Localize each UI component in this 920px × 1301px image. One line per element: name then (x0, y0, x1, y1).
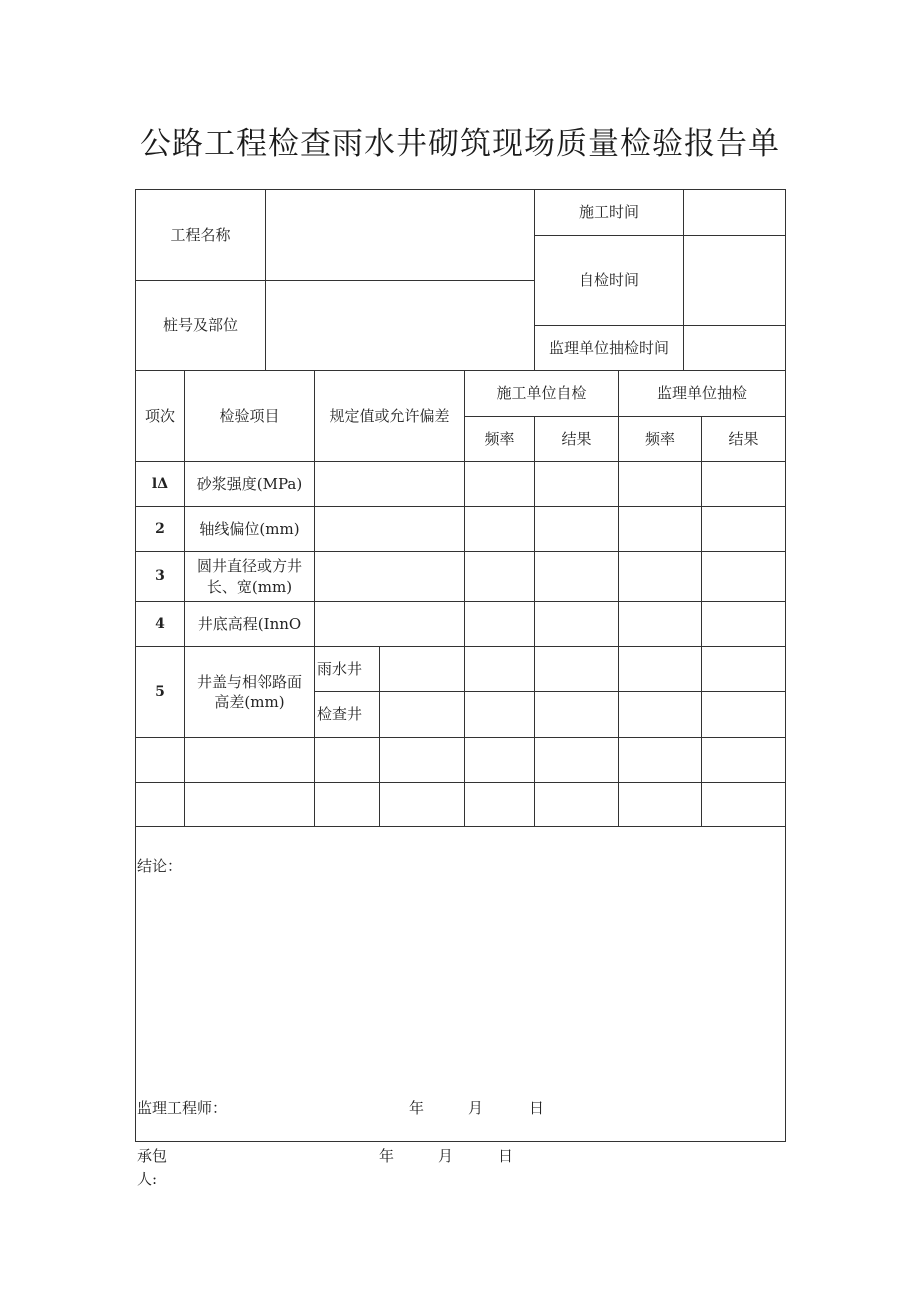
row-7-spec-a[interactable] (314, 782, 380, 827)
supervisor-result-header: 结果 (701, 416, 786, 462)
row-2-index: 2 (135, 506, 185, 552)
row-7-contractor-frequency[interactable] (464, 782, 535, 827)
row-1-supervisor-frequency[interactable] (618, 461, 702, 507)
row-6-item[interactable] (184, 737, 315, 783)
row-5a-contractor-result[interactable] (534, 646, 619, 692)
row-7-spec-b[interactable] (379, 782, 465, 827)
contractor-frequency-header: 频率 (464, 416, 535, 462)
row-5-item-line2: 高差(mm) (214, 693, 285, 711)
row-4-spec[interactable] (314, 601, 465, 647)
row-5-sub-rainwater-label: 雨水井 (314, 646, 380, 692)
contractor-year: 年 (379, 1147, 395, 1165)
row-2-spec[interactable] (314, 506, 465, 552)
row-3-supervisor-frequency[interactable] (618, 551, 702, 602)
row-3-contractor-frequency[interactable] (464, 551, 535, 602)
row-1-contractor-frequency[interactable] (464, 461, 535, 507)
row-1-item: 砂浆强度(MPa) (184, 461, 315, 507)
row-7-item[interactable] (184, 782, 315, 827)
row-5-item-line1: 井盖与相邻路面 (196, 672, 302, 691)
row-2-supervisor-result[interactable] (701, 506, 786, 552)
row-1-supervisor-result[interactable] (701, 461, 786, 507)
project-name-value[interactable] (265, 189, 535, 281)
row-5-sub-rainwater-spec[interactable] (379, 646, 465, 692)
station-value[interactable] (265, 280, 535, 371)
contractor-label-line1: 承包 (137, 1147, 168, 1165)
supervision-check-time-value[interactable] (683, 325, 786, 371)
row-1-index: lΔ (135, 461, 185, 507)
supervisor-frequency-header: 频率 (618, 416, 702, 462)
row-6-index[interactable] (135, 737, 185, 783)
row-4-supervisor-result[interactable] (701, 601, 786, 647)
row-3-index: 3 (135, 551, 185, 602)
self-check-time-value[interactable] (683, 235, 786, 326)
row-3-item-line1: 圆井直径或方井 (196, 557, 302, 576)
conclusion-label: 结论： (137, 857, 183, 875)
row-6-spec-b[interactable] (379, 737, 465, 783)
row-4-contractor-frequency[interactable] (464, 601, 535, 647)
row-5b-supervisor-result[interactable] (701, 691, 786, 738)
construction-time-value[interactable] (683, 189, 786, 236)
row-5b-supervisor-frequency[interactable] (618, 691, 702, 738)
construction-time-label: 施工时间 (534, 189, 684, 236)
contractor-result-header: 结果 (534, 416, 619, 462)
page-title: 公路工程检查雨水井砌筑现场质量检验报告单 (140, 126, 780, 162)
contractor-month: 月 (438, 1147, 454, 1165)
row-1-spec[interactable] (314, 461, 465, 507)
engineer-day: 日 (529, 1099, 545, 1117)
col-item-header: 检验项目 (184, 370, 315, 462)
row-6-contractor-frequency[interactable] (464, 737, 535, 783)
row-4-index: 4 (135, 601, 185, 647)
row-3-supervisor-result[interactable] (701, 551, 786, 602)
row-4-supervisor-frequency[interactable] (618, 601, 702, 647)
engineer-year: 年 (409, 1099, 425, 1117)
row-5a-contractor-frequency[interactable] (464, 646, 535, 692)
row-5a-supervisor-result[interactable] (701, 646, 786, 692)
row-5b-contractor-result[interactable] (534, 691, 619, 738)
contractor-label-line2: 人: (137, 1170, 158, 1188)
contractor-day: 日 (498, 1147, 514, 1165)
row-5b-contractor-frequency[interactable] (464, 691, 535, 738)
row-4-contractor-result[interactable] (534, 601, 619, 647)
row-3-item-line2: 长、宽(mm) (206, 577, 293, 596)
col-index-header: 项次 (135, 370, 185, 462)
row-5-sub-inspection-label: 检查井 (314, 691, 380, 738)
row-5-sub-inspection-spec[interactable] (379, 691, 465, 738)
engineer-label: 监理工程师： (137, 1099, 228, 1117)
row-3-item (184, 551, 315, 602)
row-3-spec[interactable] (314, 551, 465, 602)
row-2-supervisor-frequency[interactable] (618, 506, 702, 552)
self-check-time-label: 自检时间 (534, 235, 684, 326)
row-2-contractor-frequency[interactable] (464, 506, 535, 552)
row-5a-supervisor-frequency[interactable] (618, 646, 702, 692)
row-6-contractor-result[interactable] (534, 737, 619, 783)
row-6-supervisor-frequency[interactable] (618, 737, 702, 783)
col-spec-header: 规定值或允许偏差 (314, 370, 465, 462)
project-name-label: 工程名称 (135, 189, 266, 281)
row-2-item: 轴线偏位(mm) (184, 506, 315, 552)
row-3-contractor-result[interactable] (534, 551, 619, 602)
engineer-month: 月 (468, 1099, 484, 1117)
row-7-index[interactable] (135, 782, 185, 827)
row-6-spec-a[interactable] (314, 737, 380, 783)
supervision-check-time-label: 监理单位抽检时间 (534, 325, 684, 371)
row-7-supervisor-result[interactable] (701, 782, 786, 827)
row-5-item (184, 646, 315, 738)
station-label: 桩号及部位 (135, 280, 266, 371)
contractor-check-header: 施工单位自检 (464, 370, 619, 417)
row-4-item: 井底高程(InnO (184, 601, 315, 647)
row-2-contractor-result[interactable] (534, 506, 619, 552)
row-5-index: 5 (135, 646, 185, 738)
row-7-supervisor-frequency[interactable] (618, 782, 702, 827)
row-6-supervisor-result[interactable] (701, 737, 786, 783)
row-7-contractor-result[interactable] (534, 782, 619, 827)
conclusion-box[interactable] (135, 826, 786, 1142)
row-1-contractor-result[interactable] (534, 461, 619, 507)
supervisor-check-header: 监理单位抽检 (618, 370, 786, 417)
